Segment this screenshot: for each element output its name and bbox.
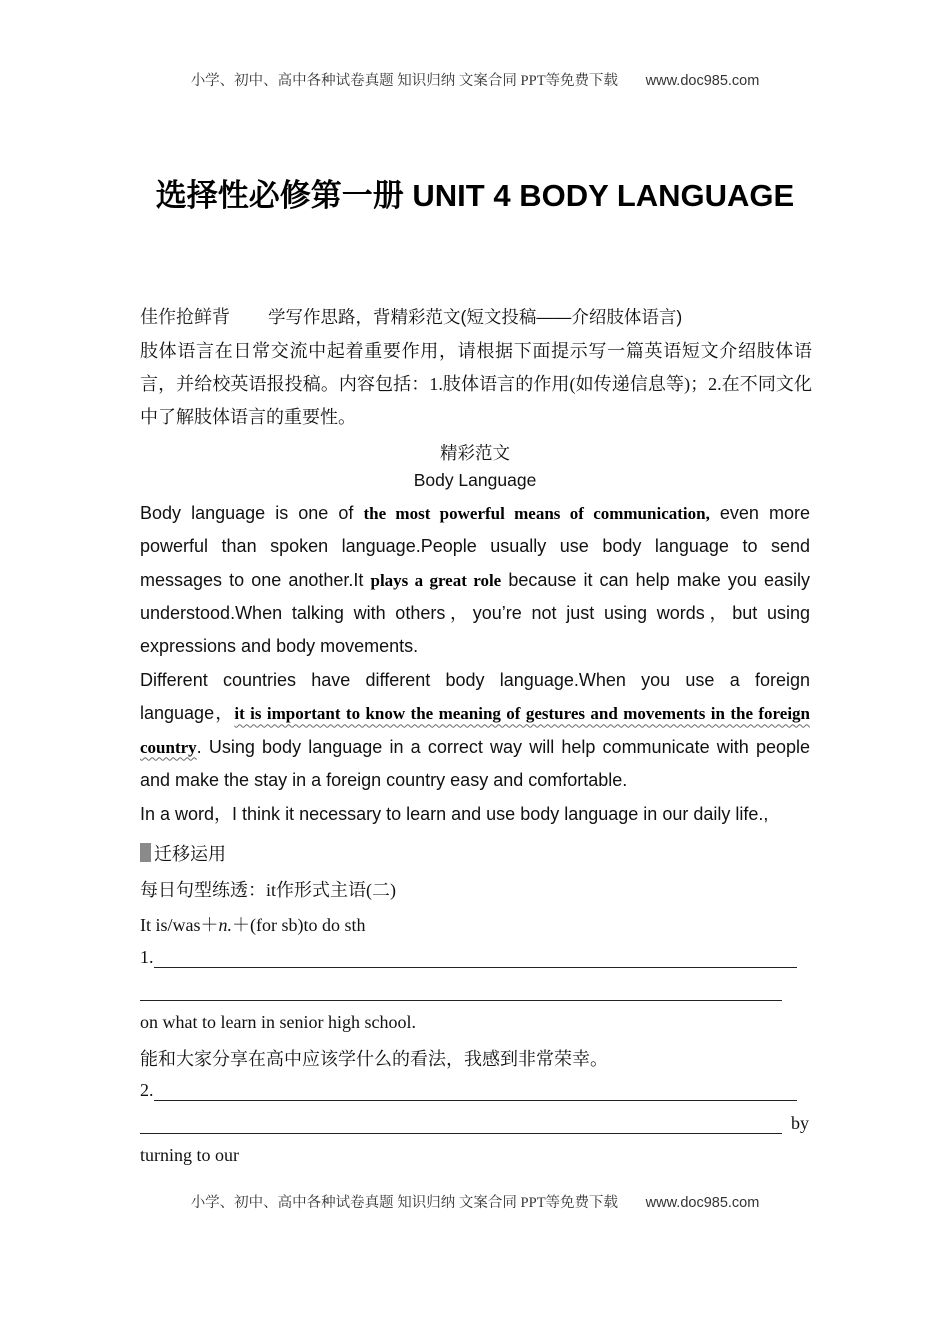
p1-highlight-2: plays a great role — [370, 570, 502, 590]
page-title: 选择性必修第一册 UNIT 4 BODY LANGUAGE — [155, 178, 795, 213]
pattern-part-a: It is/was＋ — [140, 915, 219, 935]
header-text: 小学、初中、高中各种试卷真题 知识归纳 文案合同 PPT等免费下载 — [190, 73, 619, 89]
exercise-1-number: 1. — [140, 947, 154, 967]
exercise-2-blank-2[interactable] — [140, 1133, 782, 1134]
essay-paragraph-1 — [140, 497, 810, 663]
section-marker — [140, 843, 151, 862]
p2-text-c: . Using body language in a correct way will help communicate with people and make the stay in a foreign country easy and comfortable. — [140, 736, 810, 790]
p1-text-a: Body language is one of — [140, 503, 364, 523]
practice-label: 每日句型练透： — [140, 880, 266, 900]
sample-essay-label: 精彩范文 — [440, 443, 510, 463]
exercise-2-number: 2. — [140, 1080, 154, 1100]
pattern-part-b: ＋(for sb)to do sth — [232, 915, 366, 935]
p2-highlight: it is important to know the meaning of gestures and movements in the foreign country — [140, 704, 810, 757]
intro-heading: 学写作思路，背精彩范文(短文投稿——介绍肢体语言) — [268, 307, 683, 327]
header-url[interactable]: www.doc985.com — [645, 73, 760, 89]
exercise-1-blank-1[interactable] — [154, 967, 797, 968]
exercise-1-blank-2[interactable] — [140, 1000, 782, 1001]
page-header — [0, 69, 950, 90]
page-footer — [0, 1191, 950, 1212]
intro-line — [140, 303, 682, 329]
practice-line — [140, 876, 396, 902]
essay-title: Body Language — [413, 470, 537, 490]
essay-paragraph-3: In a word，I think it necessary to learn and use body language in our daily life., — [140, 804, 769, 824]
exercise-1-chinese: 能和大家分享在高中应该学什么的看法，我感到非常荣幸。 — [140, 1049, 608, 1069]
exercise-1-tail: on what to learn in senior high school. — [140, 1012, 416, 1032]
section-title: 迁移运用 — [154, 844, 226, 864]
practice-topic: it作形式主语(二) — [266, 880, 396, 900]
p2-text-a: Different countries have different body language.When you use a foreign language， — [140, 670, 810, 724]
exercise-2-blank-1[interactable] — [154, 1100, 797, 1101]
section-heading — [140, 840, 226, 866]
footer-url[interactable]: www.doc985.com — [645, 1195, 760, 1211]
p1-highlight-1: the most powerful means of communication, — [363, 504, 710, 523]
exercise-2-tail: turning to our — [140, 1145, 239, 1165]
intro-label: 佳作抢鲜背 — [140, 307, 230, 327]
exercise-2-by: by — [791, 1113, 809, 1133]
writing-prompt: 肢体语言在日常交流中起着重要作用，请根据下面提示写一篇英语短文介绍肢体语言，并给校英语报投稿。内容包括：1.肢体语言的作用(如传递信息等)；2.在不同文化中了解肢体语言的重要性。 — [140, 341, 812, 427]
p1-text-c: even more powerful than spoken language.People usually use body language to send messages to one another.It — [140, 503, 811, 590]
pattern-noun: n. — [218, 915, 232, 935]
sentence-pattern — [140, 911, 366, 937]
p1-text-e: because it can help make you easily understood.When talking with others，you’re not just using words，but using expressions and body movements. — [140, 569, 810, 657]
essay-paragraph-2 — [140, 664, 810, 797]
footer-text: 小学、初中、高中各种试卷真题 知识归纳 文案合同 PPT等免费下载 — [190, 1195, 619, 1211]
